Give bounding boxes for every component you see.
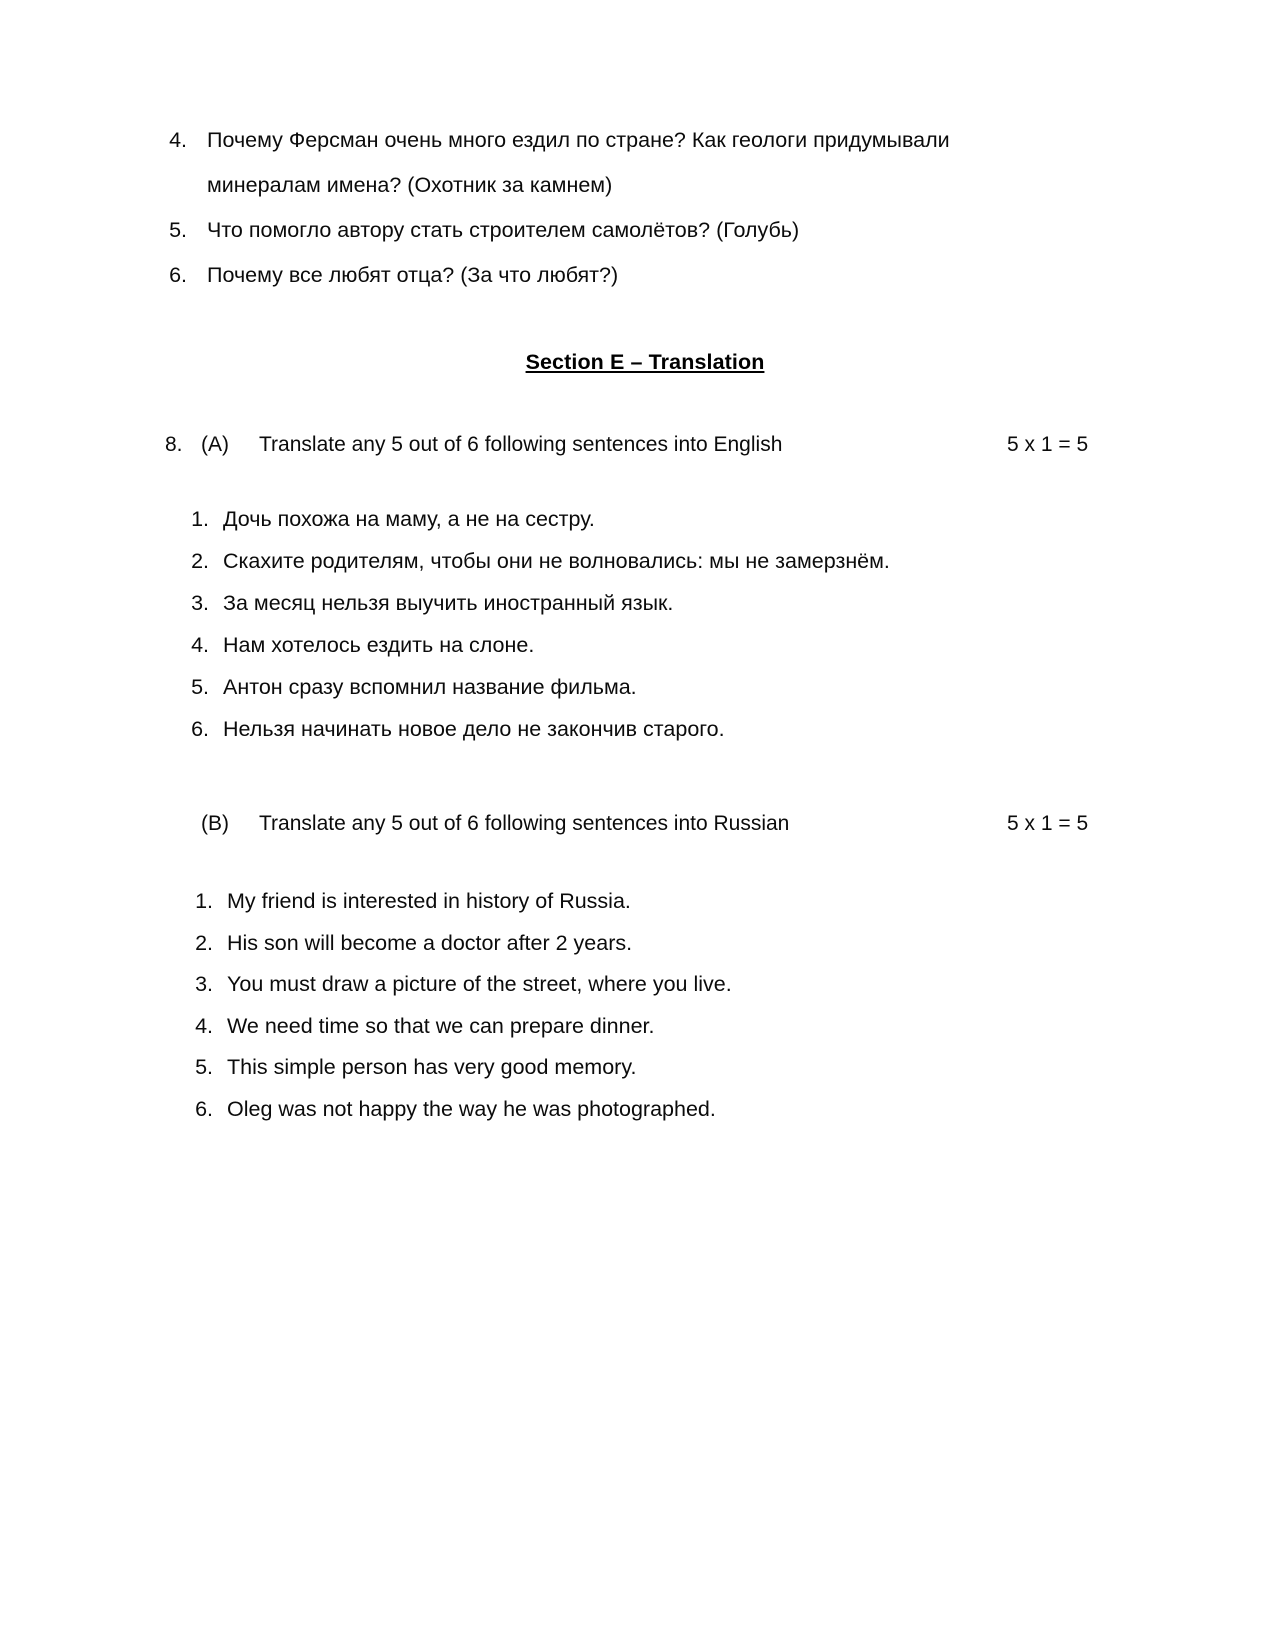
list-item-number: 5. [191,675,209,699]
part-a-marks: 5 x 1 = 5 [1007,433,1089,456]
list-item-text: My friend is interested in history of Russia. [227,889,631,913]
list-item-text: Антон сразу вспомнил название фильма. [223,675,637,699]
list-item-number: 1. [191,507,209,531]
list-item-number: 2. [191,549,209,573]
list-item-text: This simple person has very good memory. [227,1055,637,1079]
list-item [165,540,1125,582]
list-item [165,1006,1125,1048]
list-item-text: Дочь похожа на маму, а не на сестру. [223,507,595,531]
list-item-text: You must draw a picture of the street, where you live. [227,972,732,996]
list-item [165,881,1125,923]
list-item-number: 5. [169,218,187,242]
list-item [165,582,1125,624]
part-b-label: (B) [201,812,229,835]
list-item [165,1089,1125,1131]
list-item [165,498,1125,540]
list-item [165,208,1125,253]
list-item [165,624,1125,666]
part-a-sentence-list [165,498,1125,750]
list-item-number: 4. [195,1013,213,1038]
list-item-text: We need time so that we can prepare dinner. [227,1013,655,1038]
part-b-instruction: Translate any 5 out of 6 following sentences into Russian [259,812,790,835]
list-item-number: 4. [191,633,209,657]
list-item [165,253,1125,298]
list-item-number: 3. [195,972,213,996]
part-a-question-number: 8. [165,433,183,456]
list-item-text: Что помогло автору стать строителем самолётов? (Голубь) [207,218,800,242]
list-item-text: Oleg was not happy the way he was photographed. [227,1096,716,1121]
list-item [165,1047,1125,1089]
list-item-text: Скахите родителям, чтобы они не волновались: мы не замерзнём. [223,549,890,573]
list-item [165,964,1125,1006]
list-item-text: Почему Ферсман очень много ездил по стране? Как геологи придумывали минералам имена? (Охотник за камнем) [207,128,950,197]
list-item-number: 6. [195,1096,213,1121]
list-item-number: 4. [169,128,187,152]
section-heading: Section E – Translation [525,350,765,374]
list-item-number: 3. [191,591,209,615]
part-a-instruction: Translate any 5 out of 6 following sentences into English [259,433,783,456]
list-item [165,923,1125,965]
list-item-number: 1. [195,889,213,913]
list-item [165,708,1125,750]
list-item-text: Почему все любят отца? (За что любят?) [207,263,619,287]
list-item-number: 6. [169,263,187,287]
list-item [165,666,1125,708]
part-b-marks: 5 x 1 = 5 [1007,812,1089,835]
part-b-sentence-list [165,881,1125,1130]
list-item-number: 6. [191,717,209,741]
list-item-text: Нельзя начинать новое дело не закончив старого. [223,717,725,741]
part-a-label: (A) [201,433,229,456]
list-item-number: 5. [195,1055,213,1079]
part-b-header [165,809,1125,839]
list-item-text: His son will become a doctor after 2 years. [227,930,633,955]
list-item-text: Нам хотелось ездить на слоне. [223,633,535,657]
list-item [165,118,1125,208]
carried-question-list [165,118,1125,298]
list-item-text: За месяц нельзя выучить иностранный язык. [223,591,674,615]
list-item-number: 2. [195,930,213,955]
part-a-header [165,430,1125,460]
